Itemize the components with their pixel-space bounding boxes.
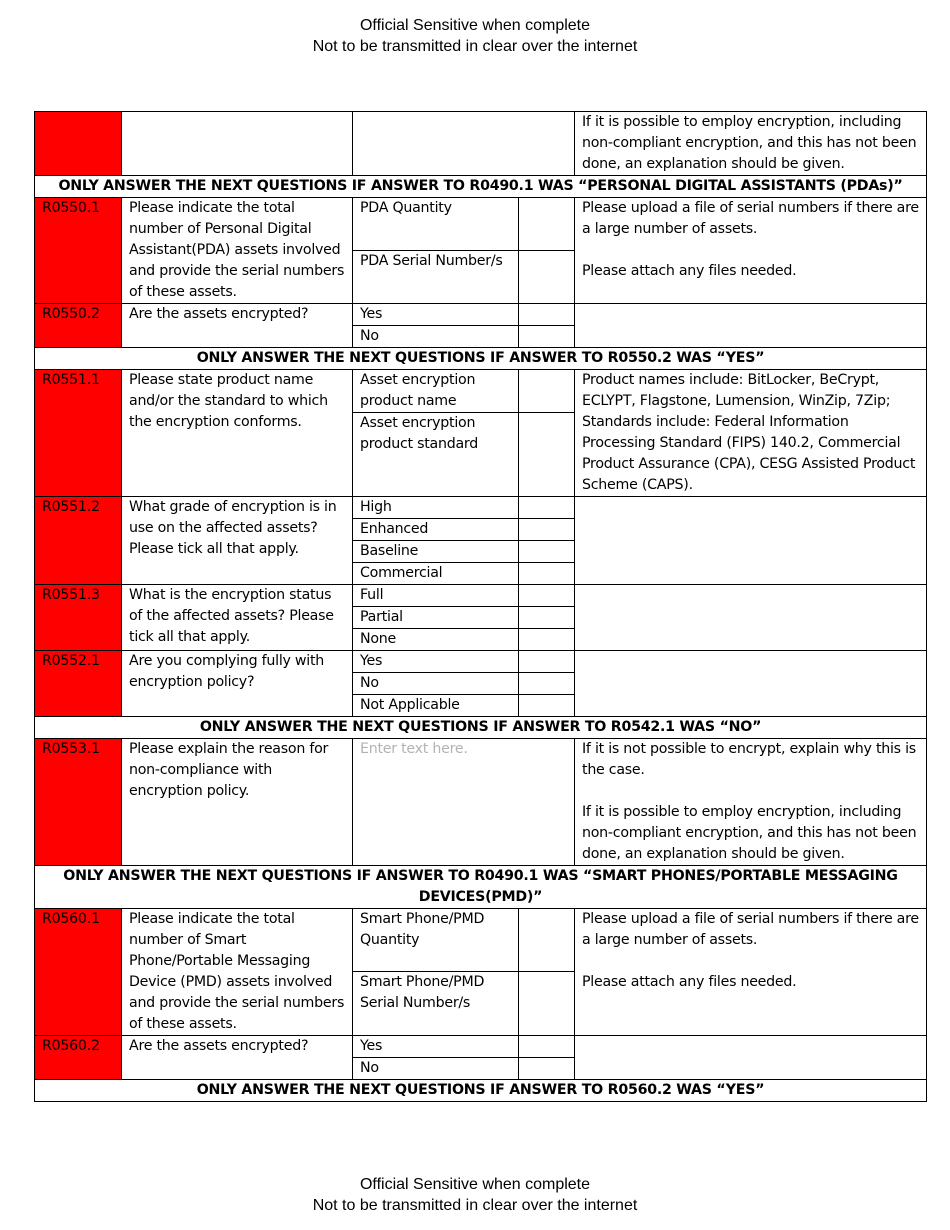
serial-number-input[interactable] <box>519 251 575 304</box>
question-id <box>35 304 122 348</box>
quantity-input[interactable] <box>519 909 575 972</box>
question-id-text: R0550.2 <box>42 306 100 322</box>
option-label: High <box>353 497 519 519</box>
question-text: Are the assets encrypted? <box>122 304 353 348</box>
guidance-cell: If it is possible to employ encryption, including non-compliant encryption, and this has not been done, an explanation should be given. <box>575 112 927 176</box>
tick-box[interactable] <box>519 563 575 585</box>
question-text: Please indicate the total number of Personal Digital Assistant(PDA) assets involved and provide the serial numbers of these assets. <box>122 198 353 304</box>
question-id <box>35 497 122 585</box>
table-row <box>35 370 927 413</box>
table-row <box>35 585 927 607</box>
section-header: ONLY ANSWER THE NEXT QUESTIONS IF ANSWER TO R0542.1 WAS “NO” <box>35 717 927 739</box>
section-header: ONLY ANSWER THE NEXT QUESTIONS IF ANSWER TO R0490.1 WAS “PERSONAL DIGITAL ASSISTANTS (PDAs)” <box>35 176 927 198</box>
product-name-input[interactable] <box>519 370 575 413</box>
question-id <box>35 1036 122 1080</box>
guidance-text: If it is not possible to encrypt, explain why this is the case. <box>582 741 916 778</box>
tick-box[interactable] <box>519 497 575 519</box>
tick-box[interactable] <box>519 629 575 651</box>
section-header: ONLY ANSWER THE NEXT QUESTIONS IF ANSWER TO R0560.2 WAS “YES” <box>35 1080 927 1102</box>
id-cell <box>35 112 122 176</box>
option-label: Smart Phone/PMD Serial Number/s <box>353 972 519 1036</box>
section-header-row <box>35 717 927 739</box>
option-label: Full <box>353 585 519 607</box>
table-row <box>35 112 927 176</box>
question-id <box>35 739 122 866</box>
product-standard-input[interactable] <box>519 413 575 497</box>
option-label: PDA Quantity <box>353 198 519 251</box>
question-id-text: R0551.1 <box>42 372 100 388</box>
table-row <box>35 651 927 673</box>
guidance-text: If it is possible to employ encryption, including non-compliant encryption, and this has not been done, an explanation should be given. <box>582 804 917 862</box>
question-text: What is the encryption status of the affected assets? Please tick all that apply. <box>122 585 353 651</box>
question-text: Please explain the reason for non-compliance with encryption policy. <box>122 739 353 866</box>
guidance-cell <box>575 1036 927 1080</box>
section-header: ONLY ANSWER THE NEXT QUESTIONS IF ANSWER TO R0490.1 WAS “SMART PHONES/PORTABLE MESSAGING DEVICES(PMD)” <box>35 866 927 909</box>
question-id-text: R0550.1 <box>42 200 100 216</box>
table-row <box>35 909 927 972</box>
tick-box[interactable] <box>519 651 575 673</box>
header-line-2: Not to be transmitted in clear over the internet <box>312 38 638 55</box>
section-header-row <box>35 348 927 370</box>
option-label: Yes <box>353 651 519 673</box>
option-label: Asset encryption product standard <box>353 413 519 497</box>
guidance-cell: Product names include: BitLocker, BeCrypt, ECLYPT, Flagstone, Lumension, WinZip, 7Zip; Standards include: Federal Information Processing Standard (FIPS) 140.2, Commercial Product Assurance (CPA), CESG Assisted Product Scheme (CAPS). <box>575 370 927 497</box>
section-header-row <box>35 176 927 198</box>
question-text: Are the assets encrypted? <box>122 1036 353 1080</box>
question-text: Please indicate the total number of Smart Phone/Portable Messaging Device (PMD) assets involved and provide the serial numbers of these assets. <box>122 909 353 1036</box>
option-label: Smart Phone/PMD Quantity <box>353 909 519 972</box>
questions-table <box>34 111 927 1102</box>
table-row <box>35 497 927 519</box>
table-row <box>35 739 927 866</box>
guidance-cell <box>575 198 927 304</box>
table-row <box>35 198 927 251</box>
tick-box[interactable] <box>519 304 575 326</box>
tick-box[interactable] <box>519 695 575 717</box>
question-id <box>35 909 122 1036</box>
question-id-text: R0551.3 <box>42 587 100 603</box>
tick-box[interactable] <box>519 519 575 541</box>
tick-box[interactable] <box>519 326 575 348</box>
table-row <box>35 304 927 326</box>
explanation-input[interactable]: Enter text here. <box>353 739 575 866</box>
answer-cell[interactable] <box>353 112 575 176</box>
page-header <box>0 15 950 57</box>
page-footer <box>0 1174 950 1216</box>
option-label: No <box>353 673 519 695</box>
option-label: Baseline <box>353 541 519 563</box>
tick-box[interactable] <box>519 607 575 629</box>
option-label: Not Applicable <box>353 695 519 717</box>
question-id-text: R0551.2 <box>42 499 100 515</box>
question-text: Please state product name and/or the standard to which the encryption conforms. <box>122 370 353 497</box>
guidance-cell <box>575 585 927 651</box>
guidance-cell <box>575 651 927 717</box>
question-id <box>35 585 122 651</box>
tick-box[interactable] <box>519 1036 575 1058</box>
guidance-text: Please attach any files needed. <box>582 263 797 279</box>
guidance-cell <box>575 909 927 1036</box>
guidance-text: Please upload a file of serial numbers if there are a large number of assets. <box>582 911 919 948</box>
section-header-row <box>35 866 927 909</box>
option-label: Asset encryption product name <box>353 370 519 413</box>
option-label: Yes <box>353 304 519 326</box>
serial-number-input[interactable] <box>519 972 575 1036</box>
question-id-text: R0560.1 <box>42 911 100 927</box>
question-text: What grade of encryption is in use on the affected assets? Please tick all that apply. <box>122 497 353 585</box>
tick-box[interactable] <box>519 673 575 695</box>
option-label: No <box>353 326 519 348</box>
option-label: PDA Serial Number/s <box>353 251 519 304</box>
guidance-cell <box>575 497 927 585</box>
question-id-text: R0552.1 <box>42 653 100 669</box>
tick-box[interactable] <box>519 1058 575 1080</box>
option-label: Yes <box>353 1036 519 1058</box>
footer-line-1: Official Sensitive when complete <box>359 1176 591 1193</box>
quantity-input[interactable] <box>519 198 575 251</box>
option-label: Partial <box>353 607 519 629</box>
question-cell <box>122 112 353 176</box>
table-row <box>35 1036 927 1058</box>
question-id <box>35 370 122 497</box>
question-id <box>35 651 122 717</box>
tick-box[interactable] <box>519 541 575 563</box>
question-id-text: R0560.2 <box>42 1038 100 1054</box>
guidance-text: Please attach any files needed. <box>582 974 797 990</box>
guidance-cell <box>575 739 927 866</box>
option-label: None <box>353 629 519 651</box>
tick-box[interactable] <box>519 585 575 607</box>
option-label: No <box>353 1058 519 1080</box>
question-id-text: R0553.1 <box>42 741 100 757</box>
option-label: Commercial <box>353 563 519 585</box>
option-label: Enhanced <box>353 519 519 541</box>
section-header: ONLY ANSWER THE NEXT QUESTIONS IF ANSWER TO R0550.2 WAS “YES” <box>35 348 927 370</box>
section-header-row <box>35 1080 927 1102</box>
question-id <box>35 198 122 304</box>
guidance-text: Please upload a file of serial numbers if there are a large number of assets. <box>582 200 919 237</box>
guidance-cell <box>575 304 927 348</box>
footer-line-2: Not to be transmitted in clear over the internet <box>312 1197 638 1214</box>
question-text: Are you complying fully with encryption policy? <box>122 651 353 717</box>
header-line-1: Official Sensitive when complete <box>359 17 591 34</box>
